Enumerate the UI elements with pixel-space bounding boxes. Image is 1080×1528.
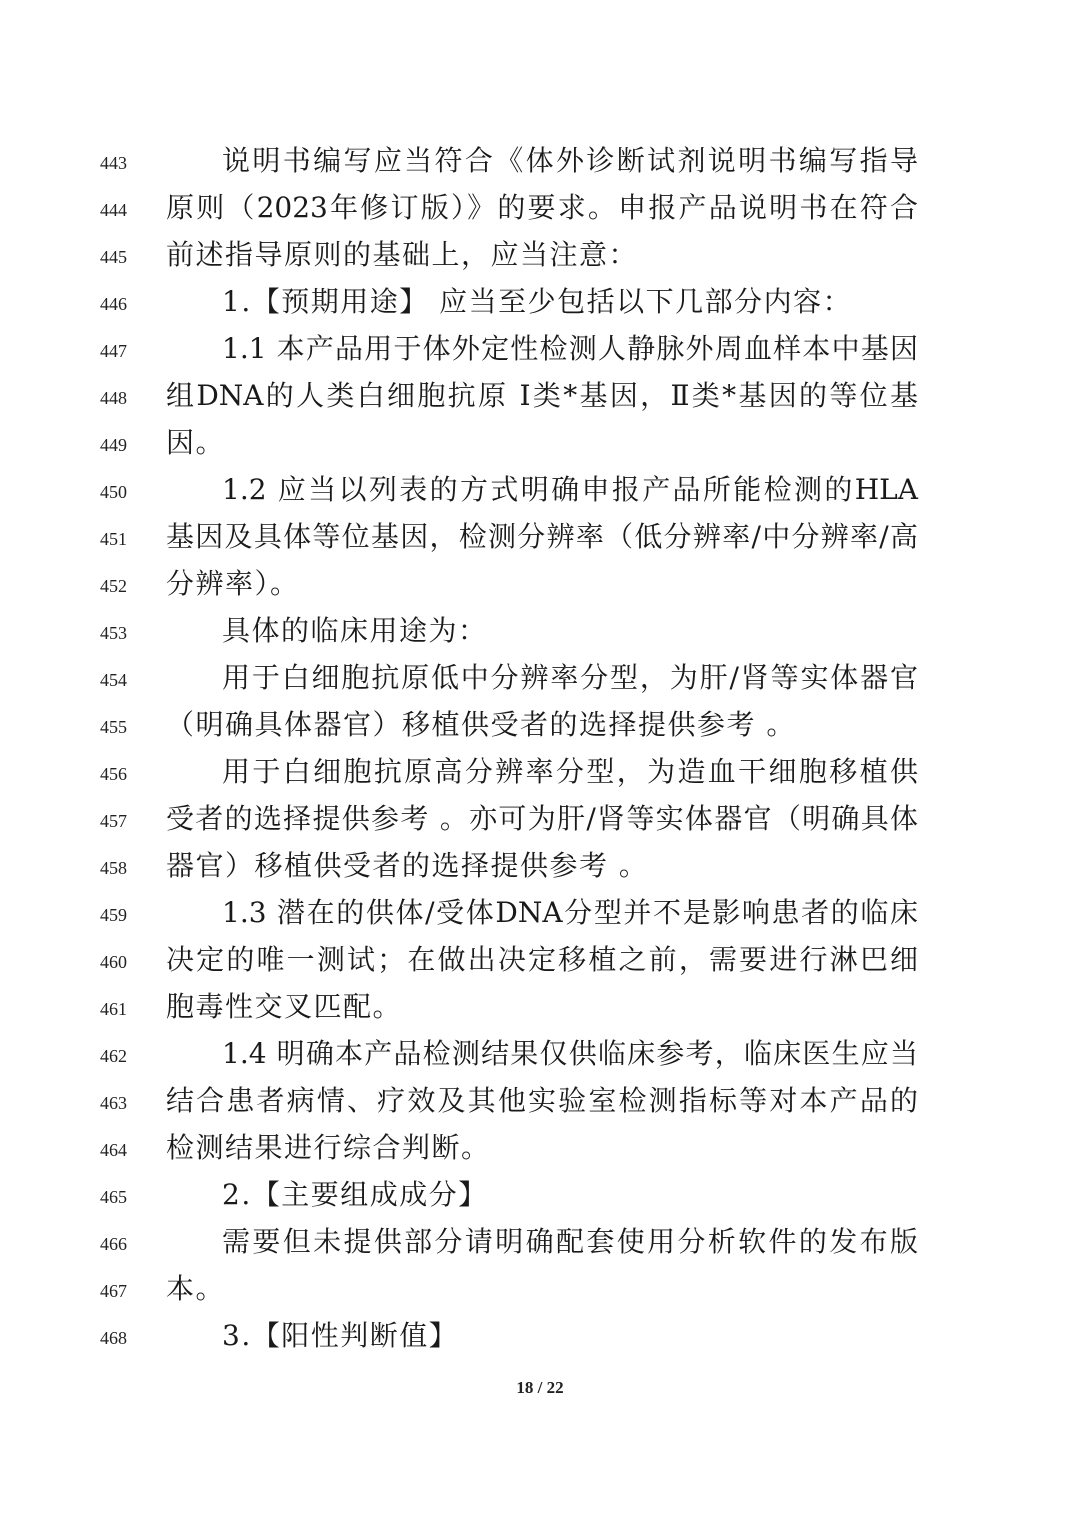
- line-number: 461: [100, 999, 127, 1019]
- text-line: [0, 1034, 1080, 1081]
- line-text: 决定的唯一测试；在做出决定移植之前，需要进行淋巴细: [166, 943, 918, 976]
- line-text: 用于白细胞抗原高分辨率分型，为造血干细胞移植供: [222, 755, 918, 788]
- line-text: 结合患者病情、疗效及其他实验室检测指标等对本产品的: [166, 1084, 918, 1117]
- line-number: 454: [100, 670, 127, 690]
- line-number: 446: [100, 294, 127, 314]
- line-number: 455: [100, 717, 127, 737]
- line-number: 449: [100, 435, 127, 455]
- line-text: 分辨率）。: [166, 567, 300, 600]
- line-number: 457: [100, 811, 127, 831]
- line-number: 452: [100, 576, 127, 596]
- text-line: [0, 1269, 1080, 1316]
- line-text: 组DNA的人类白细胞抗原 Ⅰ类*基因，Ⅱ类*基因的等位基: [166, 379, 918, 412]
- line-text: 前述指导原则的基础上，应当注意：: [166, 238, 639, 271]
- text-line: [0, 235, 1080, 282]
- page-number-footer: 18 / 22: [516, 1378, 564, 1397]
- text-line: [0, 752, 1080, 799]
- line-text: 用于白细胞抗原低中分辨率分型，为肝/肾等实体器官: [222, 661, 918, 694]
- text-line: [0, 705, 1080, 752]
- line-number: 462: [100, 1046, 127, 1066]
- text-line: [0, 940, 1080, 987]
- line-number: 466: [100, 1234, 127, 1254]
- text-line: [0, 1222, 1080, 1269]
- line-number: 458: [100, 858, 127, 878]
- text-line: [0, 799, 1080, 846]
- line-number: 459: [100, 905, 127, 925]
- line-number: 464: [100, 1140, 127, 1160]
- line-text: 检测结果进行综合判断。: [166, 1131, 491, 1164]
- line-number: 451: [100, 529, 127, 549]
- section-heading: 2.【主要组成成分】: [222, 1178, 488, 1211]
- line-text: 1.4 明确本产品检测结果仅供临床参考，临床医生应当: [222, 1037, 918, 1070]
- line-text: 本。: [166, 1272, 226, 1305]
- text-line: [0, 893, 1080, 940]
- text-line: [0, 1081, 1080, 1128]
- text-line: [0, 611, 1080, 658]
- line-number: 465: [100, 1187, 127, 1207]
- line-number: 460: [100, 952, 127, 972]
- text-line: [0, 1128, 1080, 1175]
- line-text: 1.1 本产品用于体外定性检测人静脉外周血样本中基因: [222, 332, 918, 365]
- text-line: [0, 658, 1080, 705]
- section-heading: 3.【阳性判断值】: [222, 1319, 459, 1352]
- line-number: 443: [100, 153, 127, 173]
- line-text: 具体的临床用途为：: [222, 614, 488, 647]
- line-number: 463: [100, 1093, 127, 1113]
- text-line: [0, 423, 1080, 470]
- text-line: [0, 329, 1080, 376]
- line-number: 447: [100, 341, 127, 361]
- text-line: [0, 376, 1080, 423]
- line-text: 基因及具体等位基因，检测分辨率（低分辨率/中分辨率/高: [166, 520, 918, 553]
- text-line: [0, 470, 1080, 517]
- line-text: （明确具体器官）移植供受者的选择提供参考 。: [166, 708, 796, 741]
- line-text: 说明书编写应当符合《体外诊断试剂说明书编写指导: [222, 144, 918, 177]
- line-number: 467: [100, 1281, 127, 1301]
- text-line: [0, 846, 1080, 893]
- line-number: 444: [100, 200, 127, 220]
- line-text: 胞毒性交叉匹配。: [166, 990, 403, 1023]
- text-line: [0, 987, 1080, 1034]
- line-number: 468: [100, 1328, 127, 1348]
- line-text: 1.2 应当以列表的方式明确申报产品所能检测的HLA: [222, 473, 918, 506]
- line-text: 需要但未提供部分请明确配套使用分析软件的发布版: [222, 1225, 918, 1258]
- text-line: [0, 188, 1080, 235]
- line-number: 456: [100, 764, 127, 784]
- line-number: 445: [100, 247, 127, 267]
- line-text: 1.3 潜在的供体/受体DNA分型并不是影响患者的临床: [222, 896, 918, 929]
- text-line: [0, 564, 1080, 611]
- line-text: 因。: [166, 426, 226, 459]
- line-number: 450: [100, 482, 127, 502]
- line-text: 器官）移植供受者的选择提供参考 。: [166, 849, 649, 882]
- line-number: 448: [100, 388, 127, 408]
- line-text: 原则（2023年修订版）》的要求。申报产品说明书在符合: [166, 191, 918, 224]
- line-number: 453: [100, 623, 127, 643]
- text-line: [0, 517, 1080, 564]
- line-text: 受者的选择提供参考 。亦可为肝/肾等实体器官（明确具体: [166, 802, 918, 835]
- text-line: [0, 1316, 1080, 1363]
- text-line: [0, 282, 1080, 329]
- text-line: [0, 1175, 1080, 1222]
- section-heading: 1.【预期用途】 应当至少包括以下几部分内容：: [222, 285, 853, 318]
- text-line: [0, 141, 1080, 188]
